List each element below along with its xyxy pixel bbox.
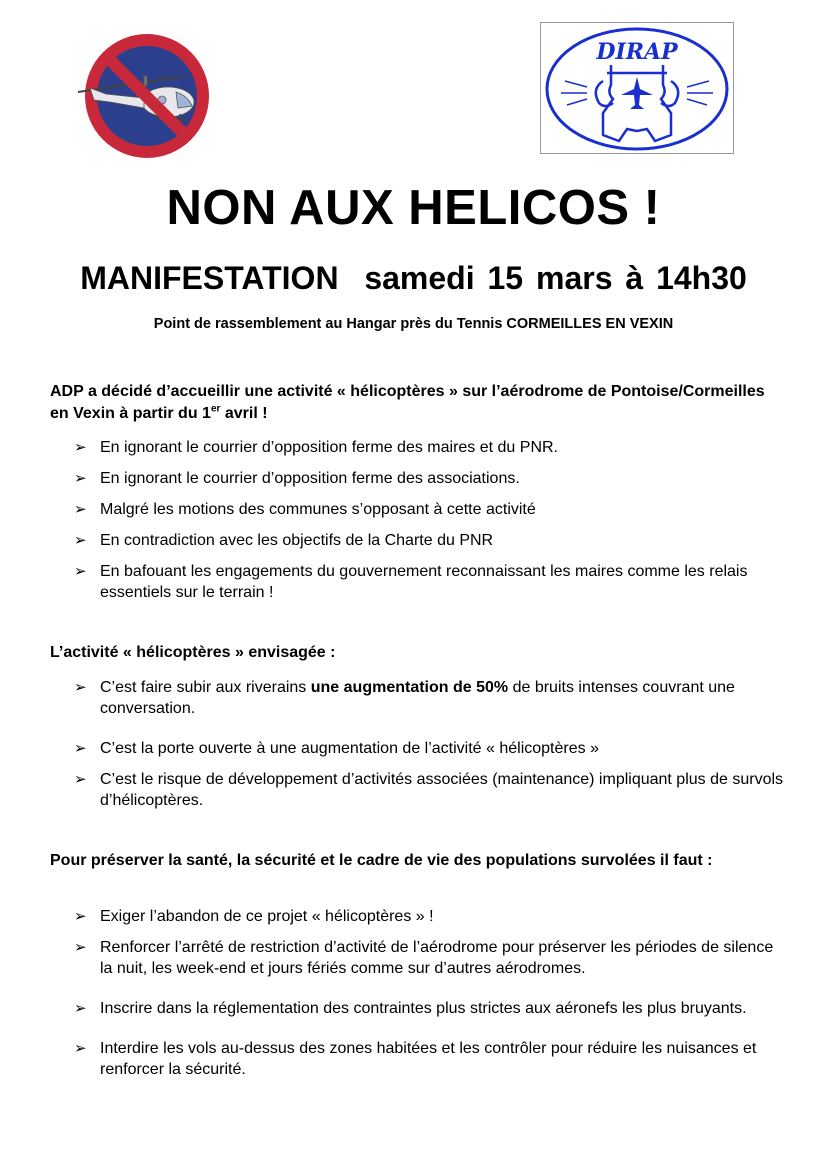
section2-heading: L’activité « hélicoptères » envisagée : (50, 644, 336, 661)
arrow-bullet-icon: ➢ (74, 1000, 87, 1017)
section3-list (50, 906, 785, 1080)
arrow-bullet-icon: ➢ (74, 908, 87, 925)
dirap-logo-icon (540, 22, 734, 154)
arrow-bullet-icon: ➢ (74, 1040, 87, 1057)
list-item: ➢ C’est faire subir aux riverains une augmentation de 50% de bruits intenses couvrant une conversation. (74, 679, 735, 717)
arrow-bullet-icon: ➢ (74, 501, 87, 518)
list-item: ➢ En bafouant les engagements du gouvernement reconnaissant les maires comme les relais essentiels sur le terrain ! (74, 563, 748, 601)
arrow-bullet-icon: ➢ (74, 679, 87, 696)
list-item: ➢ En contradiction avec les objectifs de la Charte du PNR (74, 532, 494, 549)
section1-list (50, 437, 785, 603)
arrow-bullet-icon: ➢ (74, 939, 87, 956)
dirap-logo-text: DIRAP (596, 39, 678, 65)
page-title: NON AUX HELICOS ! (166, 181, 661, 235)
arrow-bullet-icon: ➢ (74, 771, 87, 788)
no-helicopter-sign-icon (76, 30, 218, 162)
arrow-bullet-icon: ➢ (74, 563, 87, 580)
arrow-bullet-icon: ➢ (74, 740, 87, 757)
list-item: ➢ Exiger l’abandon de ce projet « hélicoptères » ! (74, 908, 434, 925)
section1-heading: ADP a décidé d’accueillir une activité « hélicoptères » sur l’aérodrome de Pontoise/Cormeilles en Vexin à partir du 1er avril ! (50, 383, 765, 422)
list-item: ➢ En ignorant le courrier d’opposition ferme des associations. (74, 470, 520, 487)
list-item: ➢ C’est le risque de développement d’activités associées (maintenance) impliquant plus de survols d’hélicoptères. (74, 771, 784, 809)
section3-heading: Pour préserver la santé, la sécurité et le cadre de vie des populations survolées il faut : (50, 852, 713, 869)
list-item: ➢ Inscrire dans la réglementation des contraintes plus strictes aux aéronefs les plus bruyants. (74, 1000, 747, 1017)
arrow-bullet-icon: ➢ (74, 532, 87, 549)
meeting-point: Point de rassemblement au Hangar près du Tennis CORMEILLES EN VEXIN (153, 316, 674, 332)
section2-list (50, 677, 785, 811)
event-subtitle: MANIFESTATION samedi 15 mars à 14h30 (80, 260, 747, 296)
list-item: ➢ En ignorant le courrier d’opposition ferme des maires et du PNR. (74, 439, 558, 456)
list-item: ➢ C’est la porte ouverte à une augmentation de l’activité « hélicoptères » (74, 740, 599, 757)
list-item: ➢ Interdire les vols au-dessus des zones habitées et les contrôler pour réduire les nuisances et renforcer la sécurité. (74, 1040, 757, 1078)
list-item: ➢ Malgré les motions des communes s’opposant à cette activité (74, 501, 536, 518)
list-item: ➢ Renforcer l’arrêté de restriction d’activité de l’aérodrome pour préserver les périodes de silence la nuit, les week-end et jours fériés comme sur d’autres aérodromes. (74, 939, 774, 977)
arrow-bullet-icon: ➢ (74, 439, 87, 456)
arrow-bullet-icon: ➢ (74, 470, 87, 487)
